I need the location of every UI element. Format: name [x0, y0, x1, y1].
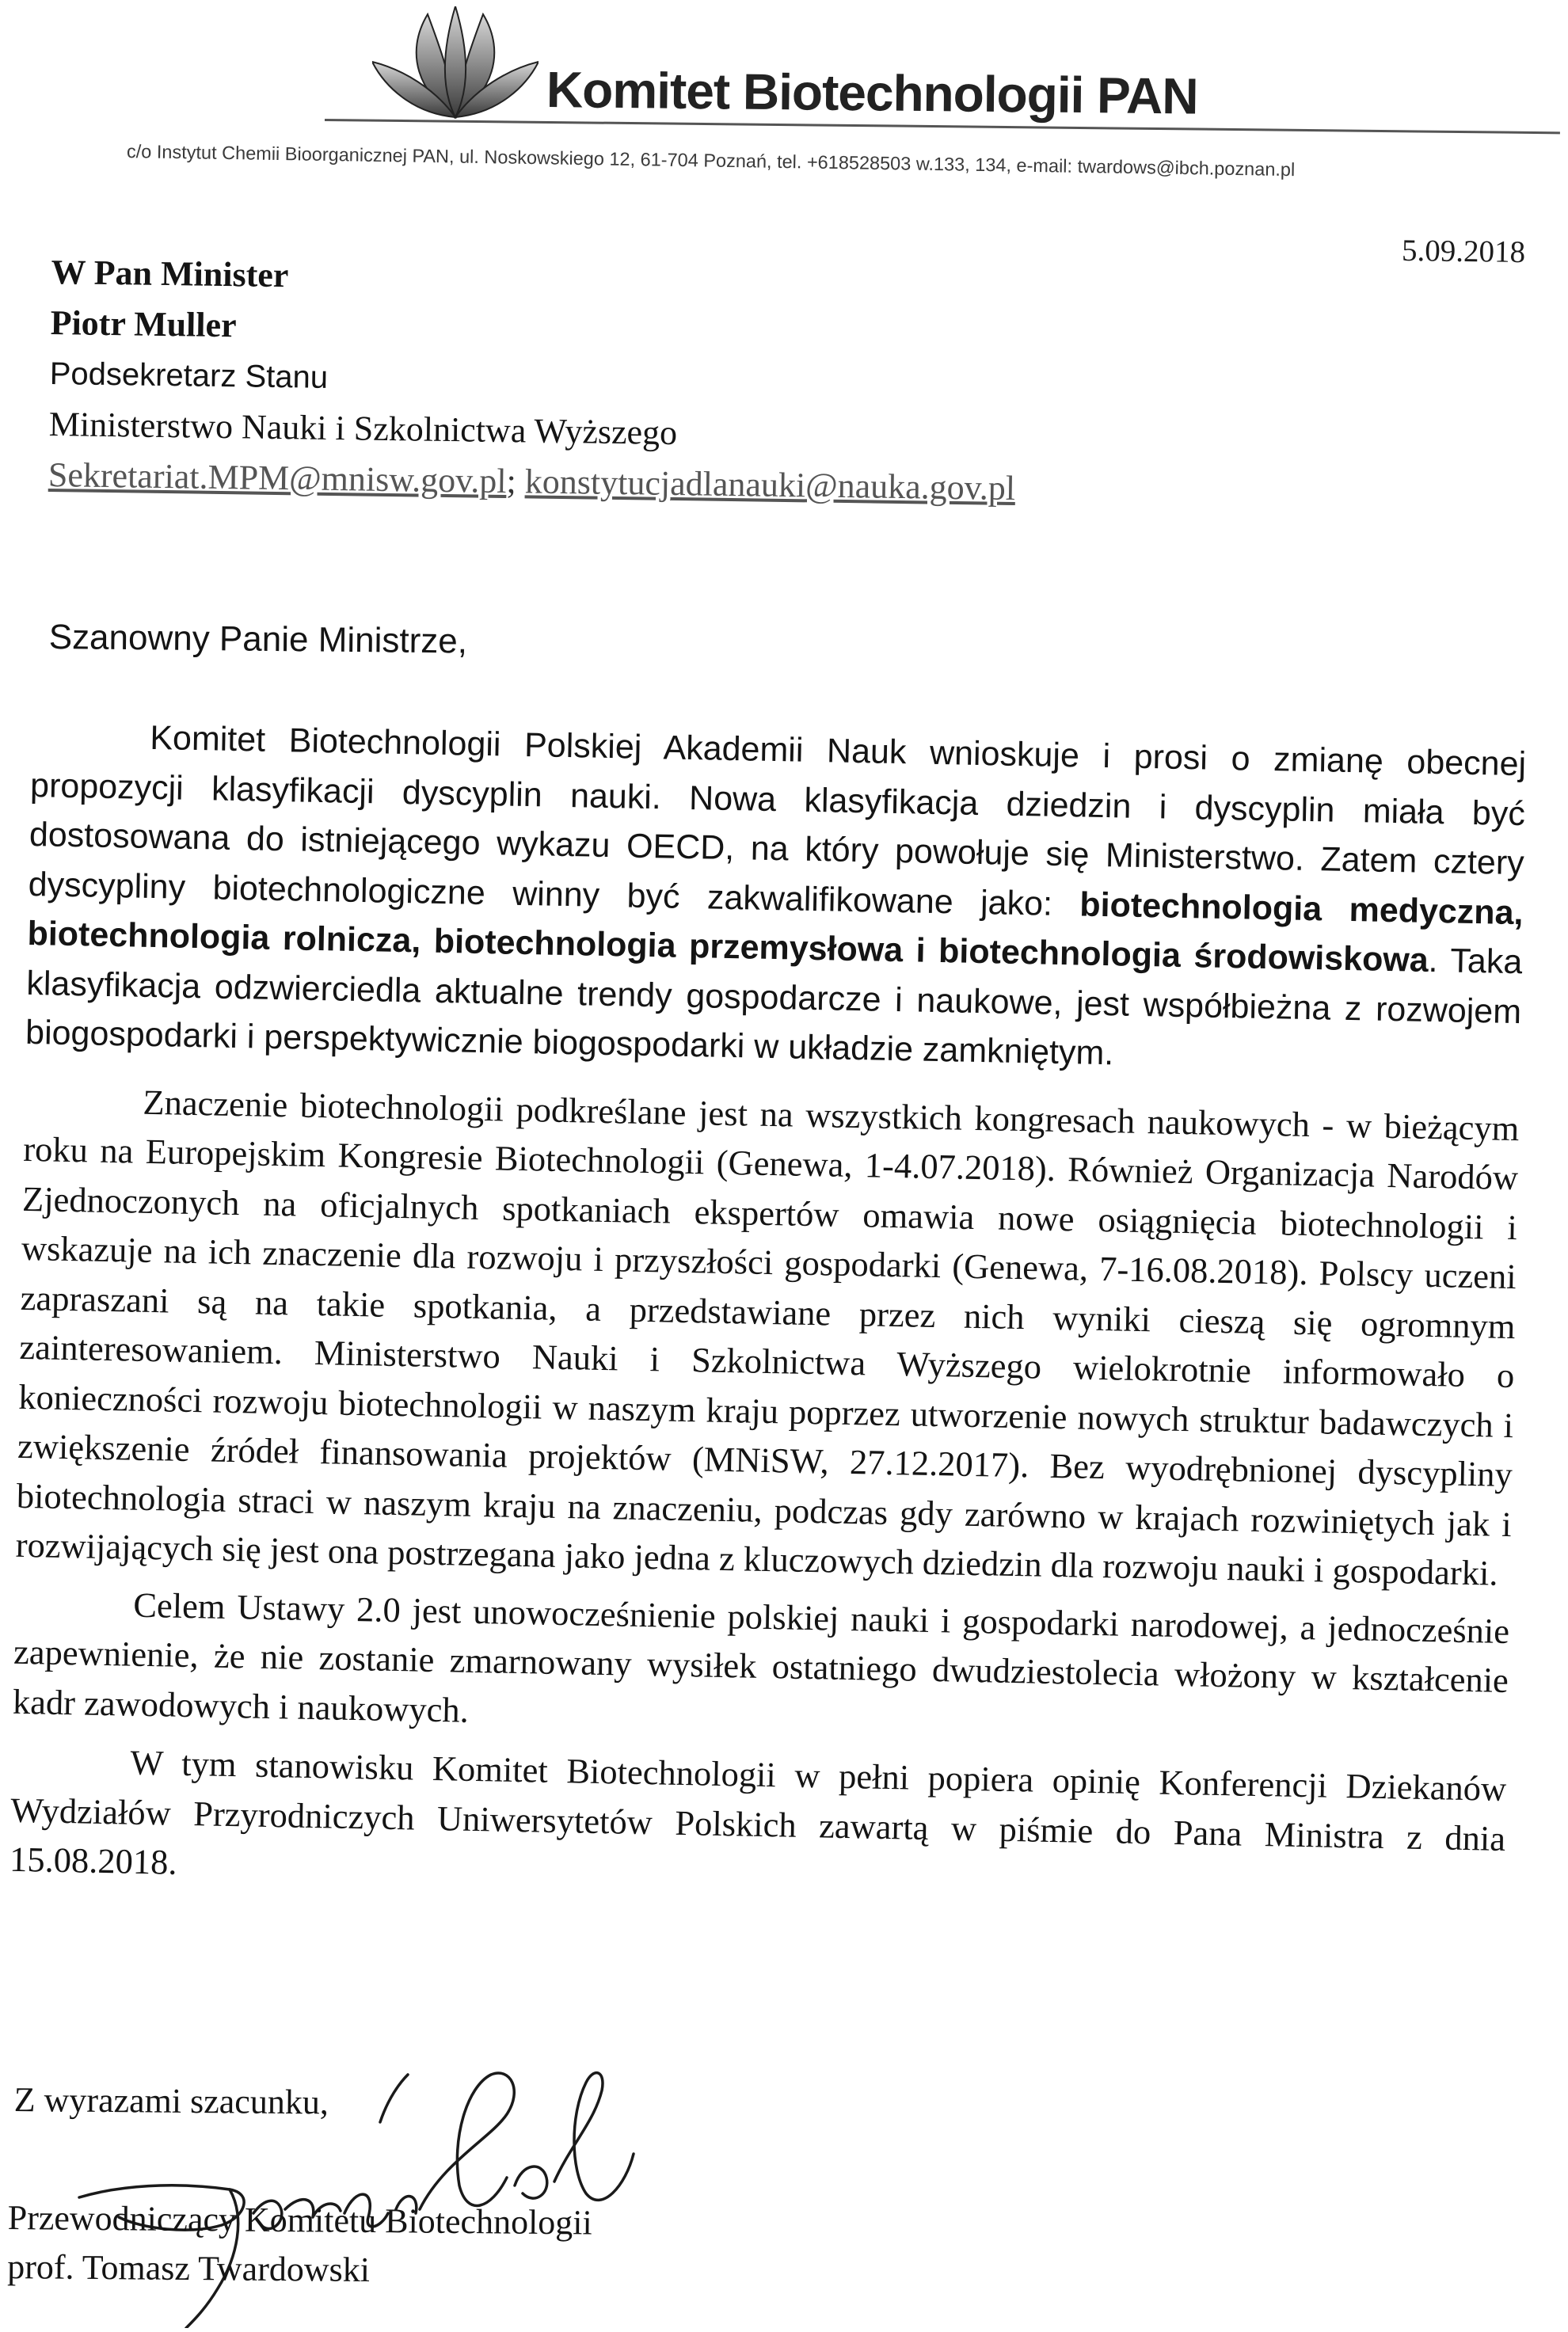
paragraph-1-text-b: . Taka klasyfikacja odzwierciedla aktualne trendy gospodarcze i naukowe, jest współbieżna z rozwojem biogospodarki i perspektywicznie biogospodarki w układzie zamkniętym.	[25, 941, 1523, 1073]
paragraph-1-disciplines: biotechnologia medyczna, biotechnologia rolnicza, biotechnologia przemysłowa i biotechnologia środowiskowa	[27, 884, 1524, 980]
lotus-logo-icon	[372, 6, 539, 125]
paragraph-4: W tym stanowisku Komitet Biotechnologii w pełni popiera opinię Konferencji Dziekanów Wydziałów Przyrodniczych Uniwersytetów Polskich zawartą w piśmie do Pana Ministra z dnia 15.08.2018.	[9, 1742, 1507, 1882]
signer-name: prof. Tomasz Twardowski	[6, 2246, 371, 2289]
closing-phrase: Z wyrazami szacunku,	[13, 2080, 329, 2122]
email-link-secretariat[interactable]: Sekretariat.MPM@mnisw.gov.pl	[48, 455, 507, 501]
email-link-constitution[interactable]: konstytucjadlanauki@nauka.gov.pl	[524, 462, 1016, 508]
letterhead-address: c/o Instytut Chemii Bioorganicznej PAN, ul. Noskowskiego 12, 61-704 Poznań, tel. +618528503 w.133, 134, e-mail: twardows@ibch.poznan.pl	[126, 141, 1296, 181]
letterhead-title: Komitet Biotechnologii PAN	[546, 61, 1198, 125]
recipient-ministry: Ministerstwo Nauki i Szkolnictwa Wyższego	[48, 404, 678, 453]
paragraph-1-text-a: Komitet Biotechnologii Polskiej Akademii Nauk wnioskuje i prosi o zmianę obecnej propozycji klasyfikacji dyscyplin nauki. Nowa klasyfikacja dziedzin i dyscyplin miała być dostosowana do istniejącego wykazu OECD, na który powołuje się Ministerstwo. Zatem cztery dyscypliny biotechnologiczne winny być zakwalifikowane jako:	[28, 718, 1527, 923]
paragraph-1	[25, 711, 1527, 1086]
signer-title: Przewodniczący Komitetu Biotechnologii	[7, 2197, 592, 2243]
paragraph-3: Celem Ustawy 2.0 jest unowocześnienie polskiej nauki i gospodarki narodowej, a jednocześnie zapewnienie, że nie zostanie zmarnowany wysiłek ostatniego dwudziestolecia włożony w kształcenie kadr zawodowych i naukowych.	[12, 1584, 1510, 1730]
recipient-name: Piotr Muller	[50, 302, 237, 345]
recipient-block	[48, 247, 1239, 517]
greeting: Szanowny Panie Ministrze,	[48, 618, 468, 661]
letter-date: 5.09.2018	[1401, 233, 1526, 270]
recipient-position: Podsekretarz Stanu	[49, 356, 329, 395]
recipient-salutation-line: W Pan Minister	[51, 252, 289, 295]
letter-body	[9, 711, 1526, 1920]
signer-block	[7, 2193, 592, 2296]
email-separator: ;	[506, 462, 517, 501]
paragraph-2: Znaczenie biotechnologii podkreślane jest na wszystkich kongresach naukowych - w bieżącym roku na Europejskim Kongresie Biotechnologii (Genewa, 1-4.07.2018). Również Organizacja Narodów Zjednoczonych na oficjalnych spotkaniach ekspertów omawia nowe osiągnięcia biotechnologii i wskazuje na ich znaczenie dla rozwoju i przyszłości gospodarki (Genewa, 7-16.08.2018). Polscy uczeni zapraszani są na takie spotkania, a przedstawiane przez nich wyniki cieszą się ogromnym zainteresowaniem. Ministerstwo Nauki i Szkolnictwa Wyższego wielokrotnie informowało o konieczności rozwoju biotechnologii w naszym kraju poprzez utworzenie nowych struktur badawczych i zwiększenie źródeł finansowania projektów (MNiSW, 27.12.2017). Bez wyodrębnionej dyscypliny biotechnologia straci w naszym kraju na znaczeniu, podczas gdy zarówno w krajach rozwiniętych jak i rozwijających się jest ona postrzegana jako jedna z kluczowych dziedzin dla rozwoju nauki i gospodarki.	[15, 1082, 1520, 1593]
